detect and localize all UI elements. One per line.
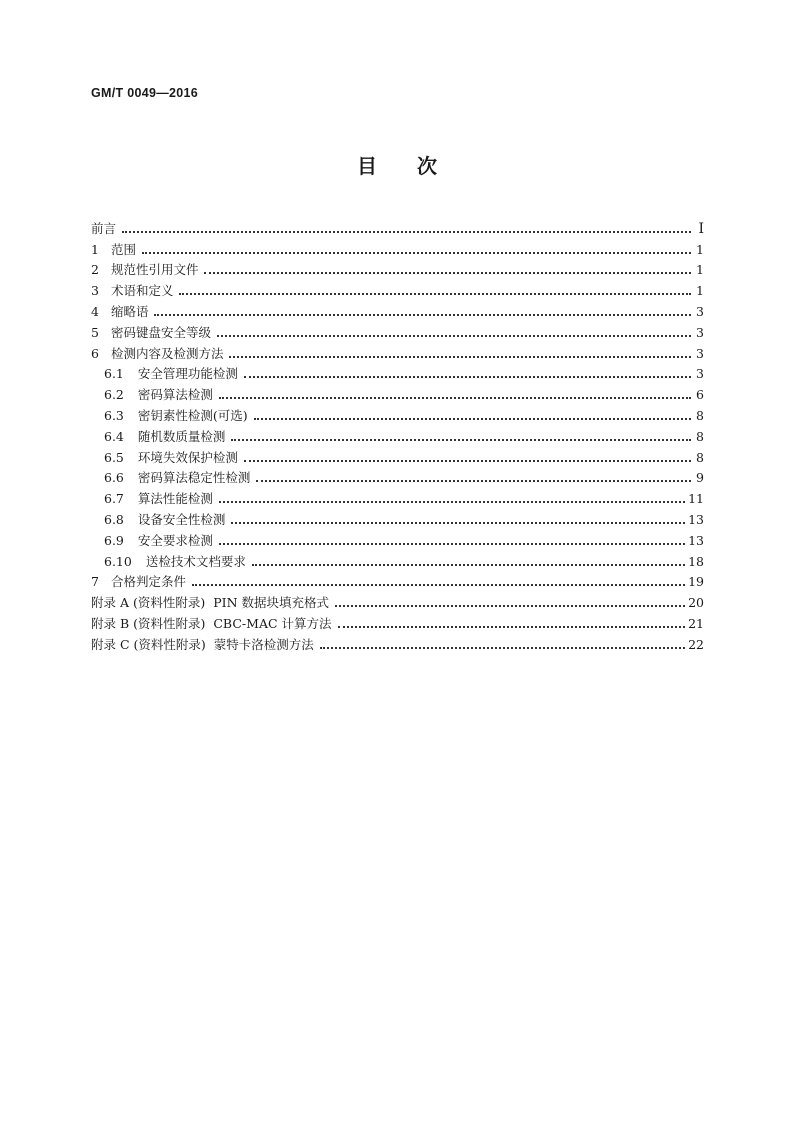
toc-entry-number: 6.2 bbox=[104, 387, 124, 403]
toc-title bbox=[0, 150, 794, 179]
toc-entry-label: 检测内容及检测方法 bbox=[110, 345, 224, 361]
toc-entry-number: 4 bbox=[91, 303, 99, 319]
toc-leader-dots bbox=[244, 460, 691, 462]
table-of-contents bbox=[91, 216, 704, 653]
toc-entry-number: 附录 C bbox=[91, 636, 130, 652]
toc-entry-page: 9 bbox=[696, 470, 704, 486]
toc-entry-label: 算法性能检测 bbox=[137, 491, 213, 507]
toc-entry-page: 20 bbox=[688, 595, 704, 611]
toc-entry[interactable] bbox=[91, 486, 704, 507]
toc-entry-label: 密码算法检测 bbox=[137, 387, 213, 403]
toc-entry-label: 随机数质量检测 bbox=[137, 428, 226, 444]
toc-entry-number: 6.5 bbox=[104, 449, 124, 465]
toc-leader-dots bbox=[335, 605, 685, 607]
toc-leader-dots bbox=[244, 376, 691, 378]
toc-entry-label: 设备安全性检测 bbox=[137, 511, 226, 527]
toc-entry-page: 1 bbox=[696, 283, 704, 299]
toc-entry-number: 7 bbox=[91, 574, 99, 590]
toc-entry-label: 前言 bbox=[91, 220, 117, 236]
toc-leader-dots bbox=[229, 356, 691, 358]
toc-entry-label: 安全管理功能检测 bbox=[137, 366, 238, 382]
toc-entry-page: 3 bbox=[696, 366, 704, 382]
toc-entry[interactable] bbox=[91, 237, 704, 258]
toc-entry-label: 合格判定条件 bbox=[110, 574, 186, 590]
toc-entry[interactable] bbox=[91, 258, 704, 279]
toc-entry[interactable] bbox=[91, 611, 704, 632]
toc-leader-dots bbox=[338, 626, 686, 628]
toc-entry-number: 6 bbox=[91, 345, 99, 361]
toc-entry[interactable] bbox=[91, 382, 704, 403]
toc-entry[interactable] bbox=[91, 549, 704, 570]
toc-title-char-1: 目 bbox=[357, 154, 377, 178]
toc-leader-dots bbox=[192, 584, 685, 586]
toc-entry[interactable] bbox=[91, 403, 704, 424]
toc-leader-dots bbox=[122, 231, 691, 233]
toc-leader-dots bbox=[219, 543, 685, 545]
toc-entry[interactable] bbox=[91, 570, 704, 591]
toc-entry-number: 5 bbox=[91, 324, 99, 340]
toc-entry-page: 6 bbox=[696, 387, 704, 403]
toc-entry-number: 2 bbox=[91, 262, 99, 278]
toc-entry-label: (资料性附录) CBC-MAC 计算方法 bbox=[133, 615, 332, 631]
toc-entry-number: 3 bbox=[91, 283, 99, 299]
toc-entry-number: 6.9 bbox=[104, 532, 124, 548]
toc-entry-label: 规范性引用文件 bbox=[110, 262, 199, 278]
toc-entry-page: 1 bbox=[696, 262, 704, 278]
toc-leader-dots bbox=[254, 418, 691, 420]
toc-entry-label: (资料性附录) 蒙特卡洛检测方法 bbox=[133, 636, 314, 652]
toc-entry[interactable] bbox=[91, 320, 704, 341]
toc-entry-page: 21 bbox=[688, 615, 704, 631]
toc-entry-page: 13 bbox=[688, 532, 704, 548]
toc-entry-number: 附录 B bbox=[91, 615, 130, 631]
toc-entry-number: 6.1 bbox=[104, 366, 124, 382]
toc-leader-dots bbox=[204, 272, 691, 274]
toc-entry-page: 22 bbox=[688, 636, 704, 652]
toc-entry-page: 3 bbox=[696, 303, 704, 319]
toc-entry-page: 11 bbox=[688, 491, 704, 507]
toc-entry-label: 密码算法稳定性检测 bbox=[137, 470, 251, 486]
toc-entry-number: 1 bbox=[91, 241, 99, 257]
toc-title-char-2: 次 bbox=[417, 154, 437, 178]
toc-entry-page: 3 bbox=[696, 345, 704, 361]
toc-entry-label: 环境失效保护检测 bbox=[137, 449, 238, 465]
toc-leader-dots bbox=[179, 293, 691, 295]
toc-entry[interactable] bbox=[91, 445, 704, 466]
toc-entry-label: 缩略语 bbox=[110, 303, 149, 319]
toc-entry-page: 8 bbox=[696, 449, 704, 465]
toc-entry[interactable] bbox=[91, 632, 704, 653]
toc-entry[interactable] bbox=[91, 424, 704, 445]
toc-leader-dots bbox=[252, 564, 685, 566]
toc-entry-label: 密钥素性检测(可选) bbox=[137, 407, 248, 423]
toc-entry-label: 术语和定义 bbox=[110, 283, 174, 299]
toc-leader-dots bbox=[256, 480, 691, 482]
toc-entry-page: 13 bbox=[688, 511, 704, 527]
toc-entry[interactable] bbox=[91, 528, 704, 549]
toc-entry-number: 6.7 bbox=[104, 491, 124, 507]
toc-entry[interactable] bbox=[91, 362, 704, 383]
document-code: GM/T 0049—2016 bbox=[91, 86, 199, 100]
toc-leader-dots bbox=[231, 439, 691, 441]
toc-entry-label: (资料性附录) PIN 数据块填充格式 bbox=[133, 595, 329, 611]
toc-leader-dots bbox=[154, 314, 691, 316]
toc-entry-number: 6.3 bbox=[104, 407, 124, 423]
toc-entry-number: 6.4 bbox=[104, 428, 124, 444]
toc-entry-page: 8 bbox=[696, 407, 704, 423]
toc-entry-page: 8 bbox=[696, 428, 704, 444]
toc-entry-number: 附录 A bbox=[91, 595, 130, 611]
toc-entry-page: Ⅰ bbox=[698, 220, 704, 237]
toc-entry[interactable] bbox=[91, 278, 704, 299]
toc-leader-dots bbox=[320, 647, 685, 649]
toc-entry-number: 6.6 bbox=[104, 470, 124, 486]
toc-entry-label: 密码键盘安全等级 bbox=[110, 324, 211, 340]
toc-leader-dots bbox=[217, 335, 691, 337]
toc-entry[interactable] bbox=[91, 466, 704, 487]
toc-entry[interactable] bbox=[91, 507, 704, 528]
toc-entry-number: 6.8 bbox=[104, 511, 124, 527]
toc-entry-page: 1 bbox=[696, 241, 704, 257]
toc-entry[interactable] bbox=[91, 341, 704, 362]
toc-entry-page: 3 bbox=[696, 324, 704, 340]
toc-entry-label: 范围 bbox=[110, 241, 136, 257]
toc-entry[interactable] bbox=[91, 216, 704, 237]
toc-entry-label: 安全要求检测 bbox=[137, 532, 213, 548]
toc-entry[interactable] bbox=[91, 590, 704, 611]
toc-entry-page: 19 bbox=[688, 574, 704, 590]
toc-leader-dots bbox=[142, 252, 691, 254]
toc-leader-dots bbox=[231, 522, 685, 524]
toc-entry-label: 送检技术文档要求 bbox=[145, 553, 246, 569]
toc-leader-dots bbox=[219, 501, 685, 503]
toc-leader-dots bbox=[219, 397, 691, 399]
toc-entry-page: 18 bbox=[688, 553, 704, 569]
toc-entry[interactable] bbox=[91, 299, 704, 320]
toc-entry-number: 6.10 bbox=[104, 553, 132, 569]
